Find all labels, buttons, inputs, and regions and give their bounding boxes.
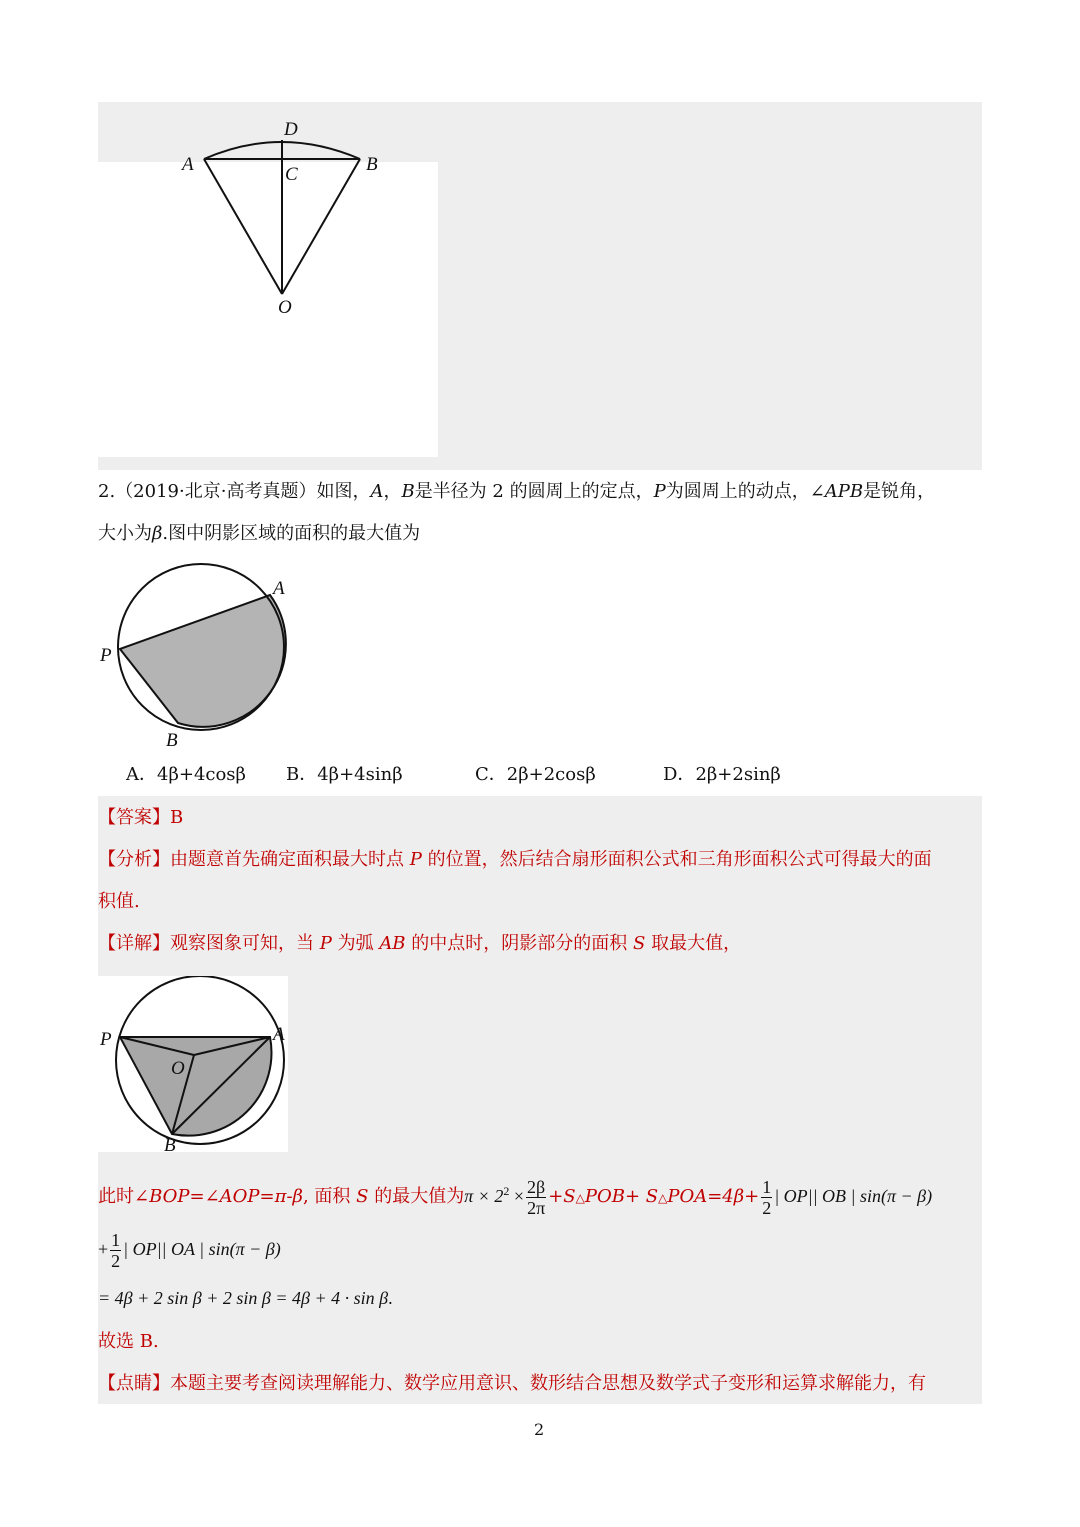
question-number: 2. [98, 481, 116, 502]
calc-line-4 [98, 1330, 159, 1354]
calc-period: . [388, 1288, 393, 1308]
question-line-1 [98, 480, 935, 504]
option-text: 4β+4cosβ [157, 764, 246, 785]
label-B: B [166, 730, 178, 750]
calc-var-s: S [356, 1186, 369, 1207]
calc-square: 2 [503, 1184, 510, 1198]
calc-op-oa: | OP|| OA | sin(π − β) [123, 1239, 281, 1259]
q-text: 是锐角， [863, 481, 936, 502]
option-text: 2β+2cosβ [506, 764, 596, 785]
q-text: .图中阴影区域的面积的最大值为 [162, 523, 421, 544]
analysis-text: 由题意首先确定面积最大时点 [170, 849, 410, 870]
analysis-var-p: P [409, 849, 422, 870]
answer-tag: 【答案】 [98, 807, 170, 828]
q-var-p: P [653, 481, 666, 502]
option-b[interactable] [286, 763, 403, 787]
triangle-symbol: △ [575, 1191, 585, 1205]
comment-line [98, 1372, 926, 1396]
sector-figure [98, 102, 438, 462]
calc-times: × [509, 1186, 525, 1206]
frac-num: 1 [762, 1177, 772, 1198]
analysis-text: 的位置，然后结合扇形面积公式和三角形面积公式可得最大的面 [421, 849, 932, 870]
label-D: D [284, 119, 298, 140]
comment-tag: 【点睛】 [98, 1373, 170, 1394]
detail-text: 取最大值， [645, 933, 742, 954]
q-text: 如图， [316, 481, 371, 502]
calc-angles: ∠BOP=∠AOP=π-β [134, 1186, 303, 1207]
detail-tag: 【详解】 [98, 933, 170, 954]
option-text: 4β+4sinβ [317, 764, 403, 785]
label-O: O [171, 1058, 185, 1079]
calc-poa: POA=4β+ [667, 1186, 760, 1207]
q-text: 大小为 [98, 523, 152, 544]
question-line-2 [98, 522, 420, 546]
frac-num: 2β [527, 1177, 546, 1198]
analysis-line-1 [98, 848, 932, 872]
analysis-line-2 [98, 890, 140, 914]
label-P: P [100, 645, 112, 666]
detail-var-p: P [319, 933, 332, 954]
detail-text: 观察图象可知，当 [170, 933, 320, 954]
fraction-half [761, 1177, 772, 1218]
calc-text: 此时 [98, 1186, 134, 1207]
calc-pi: π × 2 [464, 1186, 504, 1206]
circle-figure-solution [98, 976, 290, 1156]
detail-var-s: S [633, 933, 646, 954]
calc-op-ob: | OP|| OB | sin(π − β) [774, 1186, 933, 1206]
option-text: 2β+2sinβ [695, 764, 781, 785]
frac-den: 2 [762, 1198, 772, 1219]
calc-half-expr [759, 1177, 933, 1219]
detail-arc-ab: AB [379, 933, 406, 954]
calc-text: , 面积 [302, 1186, 357, 1207]
calc-line-1 [98, 1168, 932, 1221]
comment-text: 本题主要考查阅读理解能力、数学应用意识、数形结合思想及数学式子变形和运算求解能力，有 [170, 1373, 926, 1394]
final-choice: 故选 B. [98, 1331, 159, 1352]
option-d[interactable] [663, 763, 781, 787]
detail-text: 为弧 [331, 933, 380, 954]
option-letter: A． [126, 764, 157, 785]
answer-value: B [170, 807, 184, 828]
calc-result: = 4β + 2 sin β + 2 sin β = 4β + 4 · sin β [98, 1288, 389, 1308]
option-letter: D． [663, 764, 696, 785]
q-var-a: A [370, 481, 384, 502]
label-A: A [273, 578, 285, 599]
option-a[interactable] [126, 763, 246, 787]
detail-line [98, 932, 741, 956]
triangle-symbol: △ [658, 1191, 668, 1205]
label-O: O [278, 297, 292, 318]
label-C: C [285, 164, 298, 185]
fraction-half [110, 1230, 121, 1271]
q-text: 是半径为 2 的圆周上的定点， [414, 481, 654, 502]
calc-line-3 [98, 1286, 393, 1310]
label-B: B [164, 1135, 176, 1156]
calc-pob: POB+ S [584, 1186, 659, 1207]
frac-num: 1 [111, 1230, 121, 1251]
analysis-tag: 【分析】 [98, 849, 170, 870]
analysis-text: 积值. [98, 891, 140, 912]
option-letter: C． [475, 764, 507, 785]
option-c[interactable] [475, 763, 596, 787]
answer-line [98, 806, 183, 830]
q-var-b: B [401, 481, 415, 502]
label-A: A [273, 1024, 285, 1045]
fraction-2beta-2pi [526, 1177, 546, 1218]
option-letter: B． [286, 764, 318, 785]
calc-s: +S [548, 1186, 576, 1207]
label-B: B [366, 154, 378, 175]
page-number: 2 [534, 1420, 545, 1439]
calc-plus: + [98, 1239, 109, 1259]
calc-line-2 [98, 1226, 281, 1272]
question-source: （2019·北京·高考真题） [115, 481, 317, 502]
q-angle: ∠APB [809, 481, 864, 502]
detail-text: 的中点时，阴影部分的面积 [405, 933, 633, 954]
label-P: P [100, 1029, 112, 1050]
frac-den: 2π [527, 1198, 546, 1219]
q-beta: β [152, 523, 163, 544]
circle-figure-question [98, 560, 298, 750]
q-text: 为圆周上的动点， [665, 481, 810, 502]
calc-text: 的最大值为 [368, 1186, 465, 1207]
q-comma: ， [383, 481, 402, 502]
label-A: A [182, 154, 194, 175]
frac-den: 2 [111, 1251, 121, 1272]
